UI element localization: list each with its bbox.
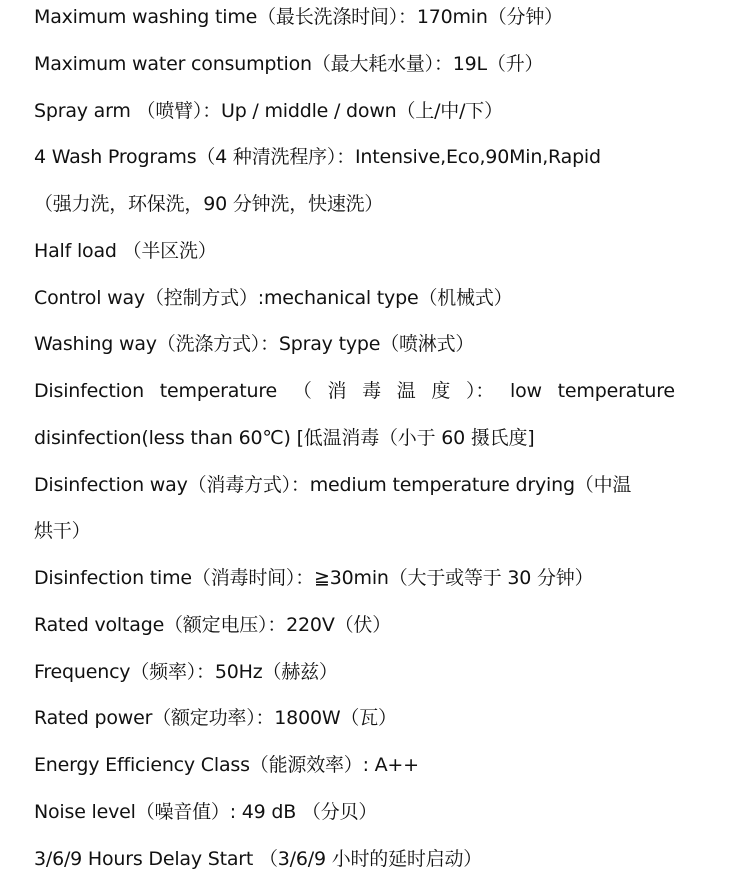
spec-line-disinfection-time: Disinfection time（消毒时间）：≧30min（大于或等于 30 分钟） [34, 567, 594, 589]
spec-line-washing-way: Washing way（洗涤方式）：Spray type（喷淋式） [34, 333, 475, 355]
spec-line-max-water-consumption: Maximum water consumption（最大耗水量）：19L（升） [34, 53, 544, 75]
spec-line-disinfection-temperature-cont: disinfection(less than 60℃) [低温消毒（小于 60 摄氏度] [34, 427, 535, 449]
spec-line-noise-level: Noise level（噪音值）: 49 dB （分贝） [34, 801, 378, 823]
spec-line-disinfection-way: Disinfection way（消毒方式）：medium temperature drying（中温 [34, 474, 632, 496]
spec-line-half-load: Half load （半区洗） [34, 240, 217, 262]
spec-line-disinfection-way-cont: 烘干） [34, 520, 91, 542]
spec-line-delay-start: 3/6/9 Hours Delay Start （3/6/9 小时的延时启动） [34, 848, 483, 870]
spec-line-disinfection-temperature: Disinfection temperature （ 消 毒 温 度 ）： low temperature [34, 380, 675, 402]
spec-line-control-way: Control way（控制方式）:mechanical type（机械式） [34, 287, 513, 309]
spec-line-spray-arm: Spray arm （喷臂）：Up / middle / down（上/中/下） [34, 100, 503, 122]
spec-line-wash-programs: 4 Wash Programs（4 种清洗程序）：Intensive,Eco,90Min,Rapid [34, 146, 601, 168]
spec-line-energy-efficiency: Energy Efficiency Class（能源效率）: A++ [34, 754, 419, 776]
spec-line-rated-power: Rated power（额定功率）：1800W（瓦） [34, 707, 397, 729]
spec-line-max-washing-time: Maximum washing time（最长洗涤时间）：170min（分钟） [34, 6, 563, 28]
spec-line-rated-voltage: Rated voltage（额定电压）：220V（伏） [34, 614, 392, 636]
spec-line-wash-programs-cn: （强力洗，环保洗，90 分钟洗，快速洗） [34, 193, 384, 215]
spec-line-frequency: Frequency（频率）：50Hz（赫兹） [34, 661, 338, 683]
